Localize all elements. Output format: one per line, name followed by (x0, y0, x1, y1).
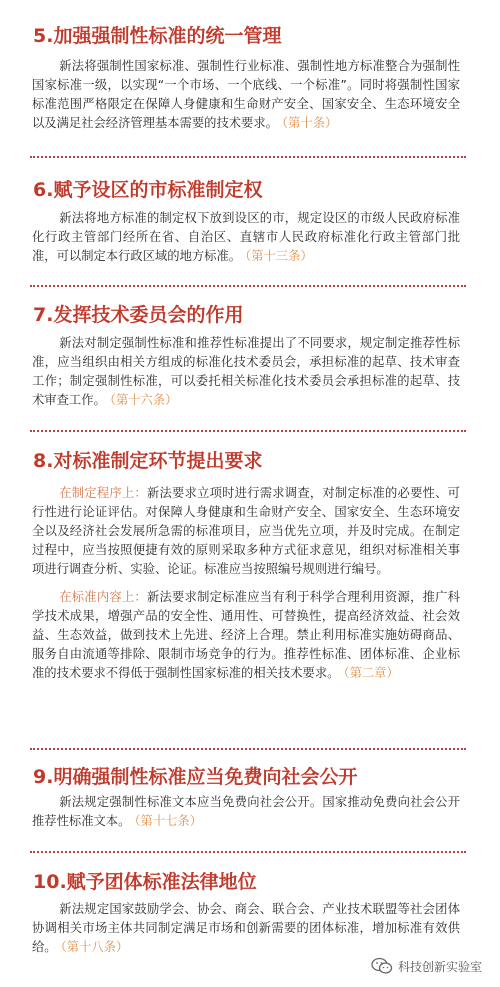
article-reference: （第十八条） (60, 940, 129, 954)
section-text: 新法将地方标准的制定权下放到设区的市，规定设区的市级人民政府标准化行政主管部门经所在省、自治区、直辖市人民政府标准化行政主管部门批准，可以制定本行政区域的地方标准。 (32, 211, 460, 263)
section-body (0, 900, 500, 957)
section-6 (0, 178, 500, 266)
section-text: 新法对制定强制性标准和推荐性标准提出了不同要求，规定制定推荐性标准，应当组织由相关方组成的标准化技术委员会，承担标准的起草、技术审查工作；制定强制性标准，可以委托相关标准化技术委员会承担标准的起草、技术审查工作。 (32, 336, 460, 407)
section-5 (0, 24, 500, 133)
subsection-label: 在标准内容上： (59, 590, 147, 604)
article-reference: （第十三条） (245, 249, 313, 263)
section-7 (0, 303, 500, 410)
section-body (0, 57, 500, 133)
section-heading: 10.赋予团体标准法律地位 (33, 871, 257, 893)
section-text: 新法将强制性国家标准、强制性行业标准、强制性地方标准整合为强制性国家标准一级，以实现“一个市场、一个底线、一个标准”。同时将强制性国家标准范围严格限定在保障人身健康和生命财产安全、国家安全、生态环境安全以及满足社会经济管理基本需要的技术要求。 (32, 59, 460, 130)
section-text: 新法要求立项时进行需求调查，对制定标准的必要性、可行性进行论证评估。对保障人身健康和生命财产安全、国家安全、生态环境安全以及经济社会发展所急需的标准项目，应当优先立项，并及时完成。在制定过程中，应当按照便捷有效的原则采取多种方式征求意见，组织对标准相关事项进行调查分析、实验、论证。标准应当按照编号规则进行编号。 (32, 486, 460, 576)
article-reference: （第十七条） (134, 814, 203, 828)
section-body (0, 588, 500, 683)
section-body (0, 334, 500, 410)
account-name: 科技创新实验室 (397, 959, 482, 974)
section-heading: 9.明确强制性标准应当免费向社会公开 (33, 766, 358, 788)
wechat-icon (371, 957, 393, 975)
section-body (0, 209, 500, 266)
account-watermark (371, 957, 482, 975)
subsection-label: 在制定程序上： (59, 486, 147, 500)
section-body (0, 484, 500, 579)
dotted-divider (30, 285, 466, 287)
dotted-divider (30, 851, 466, 853)
section-heading: 6.赋予设区的市标准制定权 (33, 179, 263, 201)
article-reference: （第十条） (281, 116, 338, 130)
section-9 (0, 765, 500, 831)
section-text: 新法规定强制性标准文本应当免费向社会公开。国家推动免费向社会公开推荐性标准文本。 (32, 795, 460, 828)
section-text: 新法要求制定标准应当有利于科学合理利用资源，推广科学技术成果，增强产品的安全性、通用性、可替换性，提高经济效益、社会效益、生态效益，做到技术上先进、经济上合理。禁止利用标准实施妨碍商品、服务自由流通等排除、限制市场竞争的行为。推荐性标准、团体标准、企业标准的技术要求不得低于强制性国家标准的相关技术要求。 (32, 590, 460, 680)
section-10 (0, 870, 500, 957)
dotted-divider (30, 156, 466, 158)
section-heading: 7.发挥技术委员会的作用 (33, 304, 244, 326)
dotted-divider (30, 430, 466, 432)
article-reference: （第二章） (343, 666, 399, 680)
dotted-divider (30, 748, 466, 750)
article-reference: （第十六条） (109, 393, 178, 407)
section-body (0, 793, 500, 831)
section-text: 新法规定国家鼓励学会、协会、商会、联合会、产业技术联盟等社会团体协调相关市场主体共同制定满足市场和创新需要的团体标准，增加标准有效供给。 (32, 902, 460, 954)
section-heading: 5.加强强制性标准的统一管理 (33, 25, 282, 47)
section-8 (0, 449, 500, 683)
section-heading: 8.对标准制定环节提出要求 (33, 450, 263, 472)
